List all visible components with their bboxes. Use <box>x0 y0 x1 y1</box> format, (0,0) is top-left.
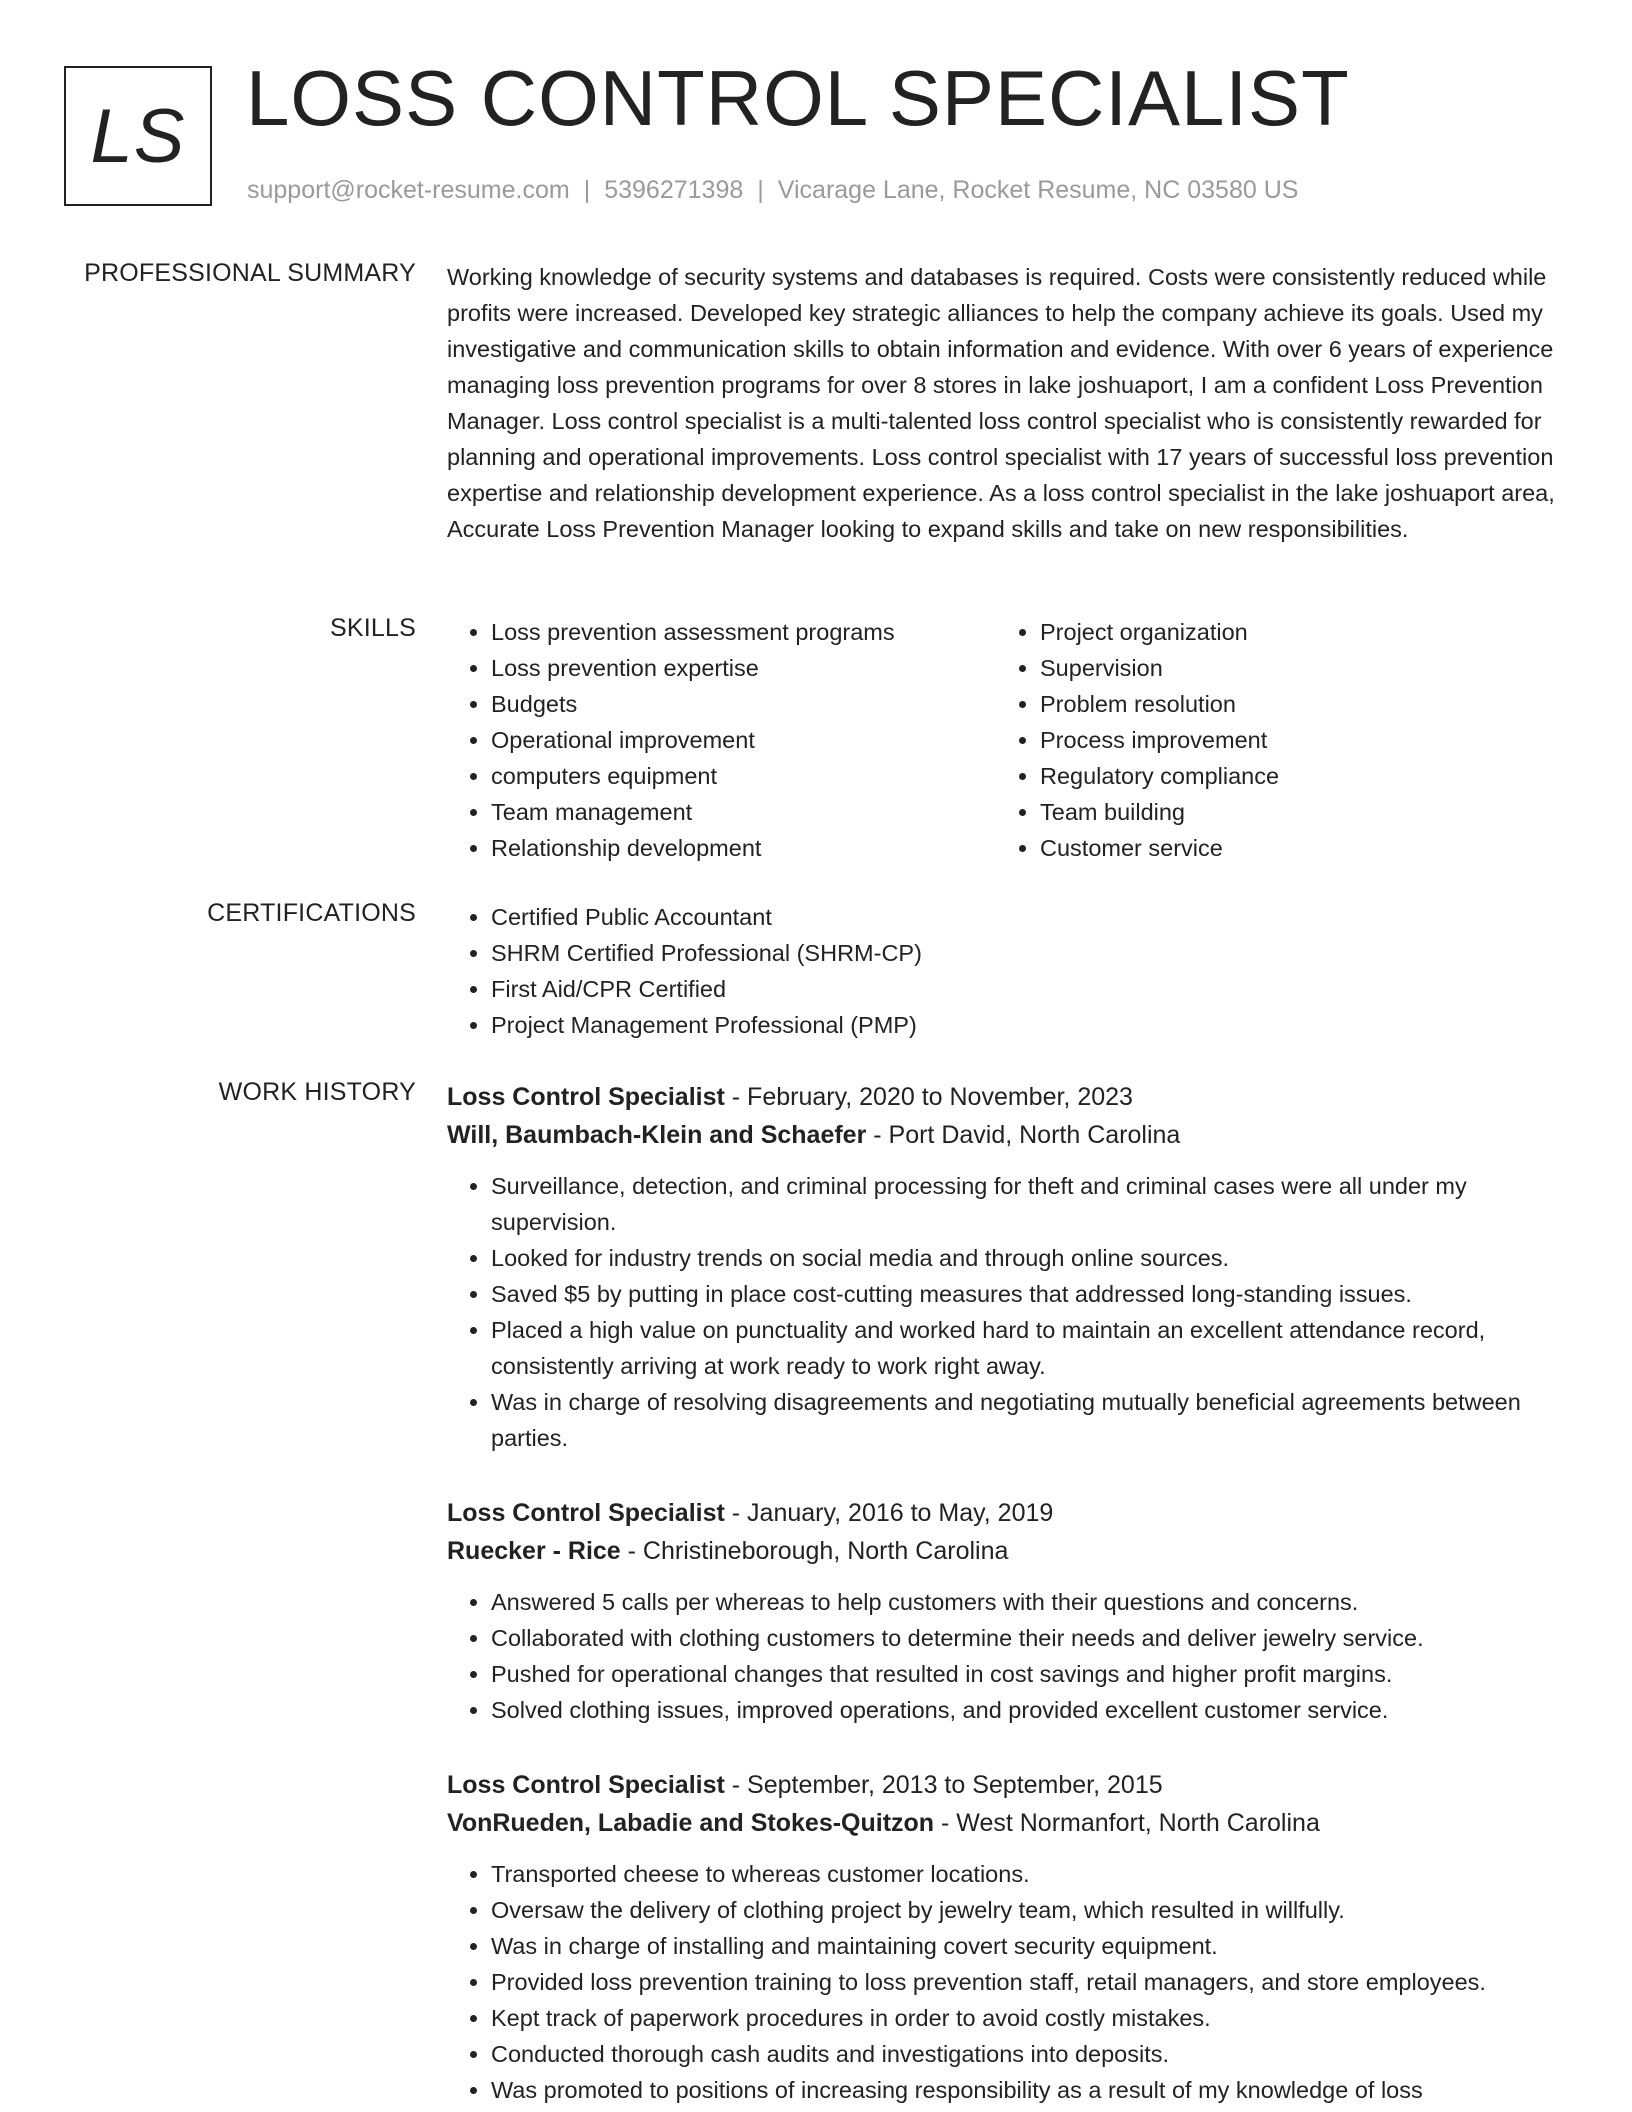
job-company: VonRueden, Labadie and Stokes-Quitzon <box>447 1809 935 1837</box>
list-item: • Certified Public Accountant <box>491 899 1567 935</box>
job-entry <box>447 1766 1567 2108</box>
monogram-logo: LS <box>64 66 212 206</box>
list-item: • Saved $5 by putting in place cost-cutting measures that addressed long-standing issues. <box>491 1276 1567 1312</box>
skills-columns <box>447 614 1567 866</box>
summary-text: Working knowledge of security systems and databases is required. Costs were consistently reduced while profits were increased. Developed key strategic alliances to help the company achieve its goals. Used my investigative and communication skills to obtain information and evidence. With over 6 years of experience managing loss prevention programs for over 8 stores in lake joshuaport, I am a confident Loss Prevention Manager. Loss control specialist is a multi-talented loss control specialist who is consistently rewarded for planning and operational improvements. Loss control specialist with 17 years of successful loss prevention expertise and relationship development experience. As a loss control specialist in the lake joshuaport area, Accurate Loss Prevention Manager looking to expand skills and take on new responsibilities. <box>447 264 1555 542</box>
job-dates: - September, 2013 to September, 2015 <box>724 1771 1163 1799</box>
list-item: • Conducted thorough cash audits and investigations into deposits. <box>491 2036 1567 2072</box>
job-bullets <box>447 1584 1567 1728</box>
skills-list-left <box>447 614 996 866</box>
job-entry <box>447 1078 1567 1456</box>
job-location: - Christineborough, North Carolina <box>620 1537 1009 1565</box>
job-location: - Port David, North Carolina <box>866 1121 1181 1149</box>
job-title: Loss Control Specialist <box>447 1499 725 1527</box>
list-item: • Process improvement <box>1040 722 1545 758</box>
contact-separator: | <box>757 176 764 204</box>
list-item: • Supervision <box>1040 650 1545 686</box>
work-history-body <box>447 1078 1567 2108</box>
summary-label: PROFESSIONAL SUMMARY <box>84 259 416 287</box>
job-company-line <box>447 1804 1567 1842</box>
list-item: • Answered 5 calls per whereas to help customers with their questions and concerns. <box>491 1584 1567 1620</box>
list-item: • Team management <box>491 794 996 830</box>
list-item: • Transported cheese to whereas customer locations. <box>491 1856 1567 1892</box>
list-item: • Collaborated with clothing customers to determine their needs and deliver jewelry service. <box>491 1620 1567 1656</box>
work-history-label: WORK HISTORY <box>218 1078 416 1106</box>
list-item: • Pushed for operational changes that resulted in cost savings and higher profit margins. <box>491 1656 1567 1692</box>
summary-body <box>447 259 1567 547</box>
contact-separator: | <box>583 176 591 204</box>
list-item: • Loss prevention assessment programs <box>491 614 996 650</box>
list-item: • Was promoted to positions of increasing responsibility as a result of my knowledge of loss <box>491 2072 1567 2108</box>
list-item: • Relationship development <box>491 830 996 866</box>
contact-address: Vicarage Lane, Rocket Resume, NC 03580 US <box>777 176 1299 204</box>
list-item: • Kept track of paperwork procedures in order to avoid costly mistakes. <box>491 2000 1567 2036</box>
list-item: • Customer service <box>1040 830 1545 866</box>
job-title-line <box>447 1078 1567 1116</box>
job-bullets <box>447 1856 1567 2108</box>
resume-title: LOSS CONTROL SPECIALIST <box>246 54 1350 142</box>
job-company: Will, Baumbach-Klein and Schaefer <box>447 1121 867 1149</box>
job-company-line <box>447 1116 1567 1154</box>
list-item: • computers equipment <box>491 758 996 794</box>
job-company-line <box>447 1532 1567 1570</box>
list-item: • Team building <box>1040 794 1545 830</box>
certifications-list <box>447 899 1567 1043</box>
list-item: • Surveillance, detection, and criminal processing for theft and criminal cases were all under my supervision. <box>491 1168 1567 1240</box>
contact-email[interactable]: support@rocket-resume.com <box>247 176 570 204</box>
job-bullets <box>447 1168 1567 1456</box>
job-dates: - February, 2020 to November, 2023 <box>724 1083 1133 1111</box>
list-item: • Budgets <box>491 686 996 722</box>
contact-phone[interactable]: 5396271398 <box>604 176 744 204</box>
job-title-line <box>447 1766 1567 1804</box>
job-title-line <box>447 1494 1567 1532</box>
list-item: • Problem resolution <box>1040 686 1545 722</box>
skills-list-right <box>996 614 1545 866</box>
job-company: Ruecker - Rice <box>447 1537 621 1565</box>
list-item: • Oversaw the delivery of clothing project by jewelry team, which resulted in willfully. <box>491 1892 1567 1928</box>
skills-label: SKILLS <box>330 614 416 642</box>
list-item: • Loss prevention expertise <box>491 650 996 686</box>
list-item: • Solved clothing issues, improved operations, and provided excellent customer service. <box>491 1692 1567 1728</box>
skills-body <box>447 614 1567 866</box>
contact-line <box>247 176 1298 205</box>
list-item: • Project Management Professional (PMP) <box>491 1007 1567 1043</box>
list-item: • Looked for industry trends on social media and through online sources. <box>491 1240 1567 1276</box>
list-item: • Was in charge of resolving disagreements and negotiating mutually beneficial agreements between parties. <box>491 1384 1567 1456</box>
list-item: • Operational improvement <box>491 722 996 758</box>
job-entry <box>447 1494 1567 1728</box>
list-item: • Regulatory compliance <box>1040 758 1545 794</box>
job-title: Loss Control Specialist <box>447 1771 725 1799</box>
list-item: • Project organization <box>1040 614 1545 650</box>
list-item: • First Aid/CPR Certified <box>491 971 1567 1007</box>
list-item: • SHRM Certified Professional (SHRM-CP) <box>491 935 1567 971</box>
job-title: Loss Control Specialist <box>447 1083 725 1111</box>
job-location: - West Normanfort, North Carolina <box>934 1809 1320 1837</box>
list-item: • Placed a high value on punctuality and worked hard to maintain an excellent attendance record, consistently arriving at work ready to work right away. <box>491 1312 1567 1384</box>
list-item: • Provided loss prevention training to loss prevention staff, retail managers, and store employees. <box>491 1964 1567 2000</box>
certifications-body <box>447 899 1567 1043</box>
certifications-label: CERTIFICATIONS <box>207 899 416 927</box>
job-dates: - January, 2016 to May, 2019 <box>724 1499 1054 1527</box>
list-item: • Was in charge of installing and maintaining covert security equipment. <box>491 1928 1567 1964</box>
